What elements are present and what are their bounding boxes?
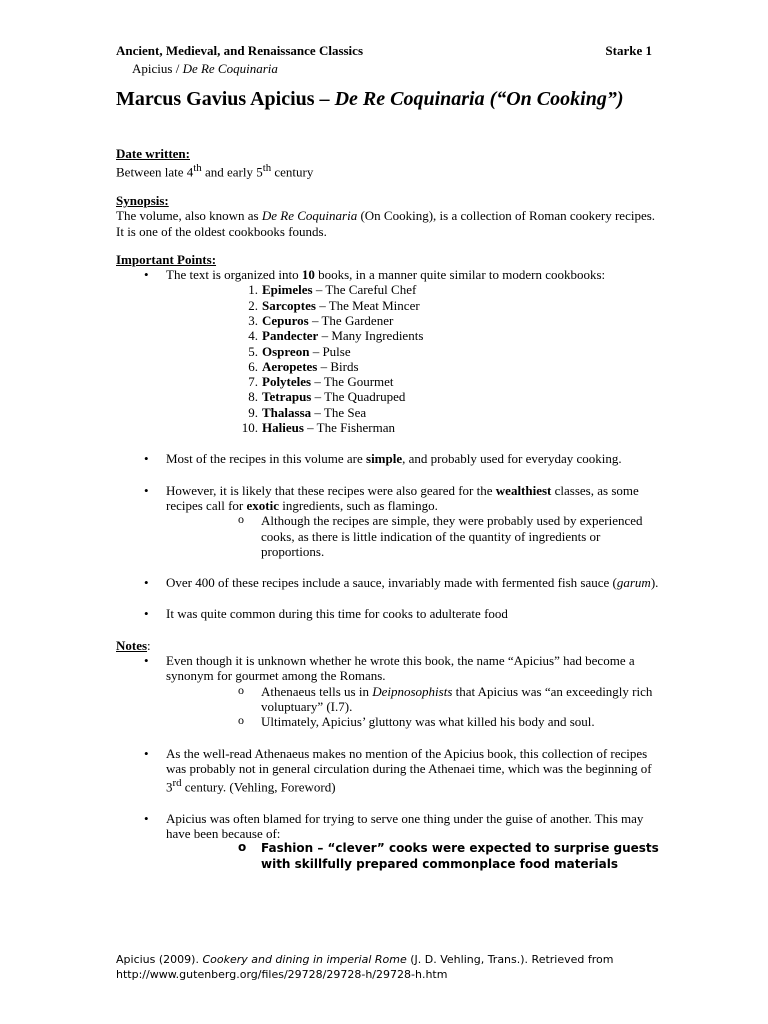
book-name: Sarcoptes <box>262 297 316 313</box>
book-number: 7. <box>248 374 258 390</box>
book-desc: – The Careful Chef <box>312 282 417 298</box>
subheader-author: Apicius / <box>132 61 183 76</box>
subheader-work: De Re Coquinaria <box>182 61 278 76</box>
list-item <box>116 451 661 466</box>
note-2-sup: rd <box>172 777 182 790</box>
book-name: Polyteles <box>262 374 312 390</box>
book-number: 4. <box>248 328 258 344</box>
p4-text-a: Over 400 of these recipes include a sauce, invariably made with fermented fish sauce ( <box>166 575 617 591</box>
date-text-c: century <box>271 164 314 180</box>
note-3-sublist <box>166 841 661 872</box>
p3-bold-1: wealthiest <box>495 482 552 498</box>
book-number: 10. <box>241 420 258 436</box>
p1-text-a: The text is organized into <box>166 267 302 283</box>
book-name: Epimeles <box>262 282 313 298</box>
book-item <box>166 420 661 435</box>
p3-bold-2: exotic <box>246 497 279 513</box>
list-item <box>116 746 661 795</box>
list-item <box>116 267 661 435</box>
book-item <box>166 344 661 359</box>
book-desc: – Birds <box>317 358 359 374</box>
title-author: Marcus Gavius Apicius – <box>116 88 335 110</box>
list-item <box>116 653 661 729</box>
book-name: Thalassa <box>262 404 312 420</box>
document-body <box>116 146 661 888</box>
synopsis-text-b: (On Cooking), is a collection of Roman cookery recipes. It is one of the oldest cookbooks founds. <box>116 208 656 239</box>
p1-text-b: books, in a manner quite similar to modern cookbooks: <box>314 267 606 283</box>
book-item <box>166 405 661 420</box>
date-sup-a: th <box>193 162 202 175</box>
p4-italic: garum <box>616 575 651 591</box>
sub-list-item: o Fashion – “clever” cooks were expected to surprise guests with skillfully prepared commonplace food materials <box>166 841 661 872</box>
p3-text-c: ingredients, such as flamingo. <box>278 497 438 513</box>
notes-heading-row <box>116 638 661 653</box>
notes-section <box>116 638 661 872</box>
sub-list-item: o Ultimately, Apicius’ gluttony was what killed his body and soul. <box>166 714 661 729</box>
date-written-heading: Date written: <box>116 146 190 161</box>
book-desc: – The Quadruped <box>311 389 406 405</box>
synopsis-section <box>116 193 661 239</box>
sub-list-item <box>166 684 661 715</box>
book-number: 5. <box>248 343 258 359</box>
important-points-section <box>116 252 661 622</box>
book-number: 8. <box>248 389 258 405</box>
title-work: De Re Coquinaria (“On Cooking”) <box>334 88 624 110</box>
citation-italic: Cookery and dining in imperial Rome <box>202 953 407 966</box>
book-name: Pandecter <box>262 328 319 344</box>
p2-bold: simple <box>366 451 403 467</box>
note-2-text-b: century. (Vehling, Foreword) <box>181 779 336 795</box>
important-points-list <box>116 267 661 622</box>
book-item <box>166 374 661 389</box>
date-text-a: Between late 4 <box>116 164 194 180</box>
p3-text-b: classes, as some recipes call for <box>166 482 639 513</box>
book-number: 1. <box>248 282 258 298</box>
n1-sub1-a: Athenaeus tells us in <box>261 683 373 699</box>
subheader <box>132 61 278 77</box>
list-item <box>116 483 661 559</box>
books-list <box>166 282 661 435</box>
list-item <box>116 575 661 590</box>
book-number: 2. <box>248 297 258 313</box>
p2-text-a: Most of the recipes in this volume are <box>166 451 367 467</box>
book-item <box>166 389 661 404</box>
book-desc: – Pulse <box>309 343 351 359</box>
notes-heading: Notes <box>116 637 148 653</box>
note-1-sublist <box>166 684 661 730</box>
page-number-header: Starke 1 <box>605 43 652 58</box>
synopsis-heading: Synopsis: <box>116 192 169 208</box>
synopsis-text <box>116 208 661 239</box>
book-name: Cepuros <box>262 313 309 328</box>
book-name: Halieus <box>262 420 304 436</box>
book-name: Aeropetes <box>262 358 318 374</box>
page-title <box>116 88 636 110</box>
book-item <box>166 313 661 328</box>
citation-footer <box>116 952 656 982</box>
synopsis-italic: De Re Coquinaria <box>261 208 358 224</box>
book-desc: – The Fisherman <box>303 420 396 436</box>
book-number: 3. <box>248 313 258 328</box>
date-sup-b: th <box>262 162 272 175</box>
book-desc: – The Gardener <box>308 313 394 328</box>
note-2-text-a: As the well-read Athenaeus makes no mention of the Apicius book, this collection of recipes was probably not in general circulation during the Athenaei time, which was the beginning of 3 <box>166 745 652 795</box>
n1-sub1-b: that Apicius was “an exceedingly rich voluptuary” (I.7). <box>261 683 653 714</box>
date-written-section <box>116 146 661 180</box>
book-number: 9. <box>248 404 258 420</box>
p1-bold: 10 <box>301 267 315 283</box>
book-item <box>166 298 661 313</box>
book-item <box>166 282 661 297</box>
list-item: • It was quite common during this time for cooks to adulterate food <box>116 606 661 621</box>
synopsis-text-a: The volume, also known as <box>116 208 262 224</box>
notes-list <box>116 653 661 872</box>
p3-text-a: However, it is likely that these recipes were also geared for the <box>166 482 496 498</box>
book-desc: – The Meat Mincer <box>315 297 420 313</box>
book-desc: – The Sea <box>311 404 367 420</box>
citation-text-a: Apicius (2009). <box>116 953 203 966</box>
list-item <box>116 811 661 872</box>
n1-sub1-italic: Deipnosophists <box>372 683 453 699</box>
p3-sublist <box>166 513 661 559</box>
sub-list-item: o Although the recipes are simple, they were probably used by experienced cooks, as there is little indication of the quantity of ingredients or proportions. <box>166 513 661 559</box>
citation-url: http://www.gutenberg.org/files/29728/29728-h/29728-h.htm <box>116 968 448 981</box>
note-3-text: Apicius was often blamed for trying to serve one thing under the guise of another. This may have been because of: <box>166 810 644 842</box>
book-number: 6. <box>248 358 258 374</box>
date-written-text <box>116 161 661 180</box>
book-desc: – Many Ingredients <box>318 328 424 344</box>
book-desc: – The Gourmet <box>311 374 394 390</box>
important-points-heading: Important Points: <box>116 251 217 267</box>
date-text-b: and early 5 <box>201 164 263 180</box>
book-item <box>166 328 661 343</box>
note-1-text: Even though it is unknown whether he wrote this book, the name “Apicius” had become a synonym for gourmet among the Romans. <box>166 653 635 684</box>
book-name: Tetrapus <box>262 389 312 405</box>
citation-text-b: (J. D. Vehling, Trans.). Retrieved from <box>406 953 614 966</box>
book-item <box>166 359 661 374</box>
p2-text-b: , and probably used for everyday cooking. <box>402 451 622 467</box>
notes-colon: : <box>147 637 151 653</box>
book-name: Ospreon <box>262 343 310 359</box>
course-header: Ancient, Medieval, and Renaissance Classics <box>116 43 363 58</box>
p4-text-b: ). <box>650 575 659 591</box>
